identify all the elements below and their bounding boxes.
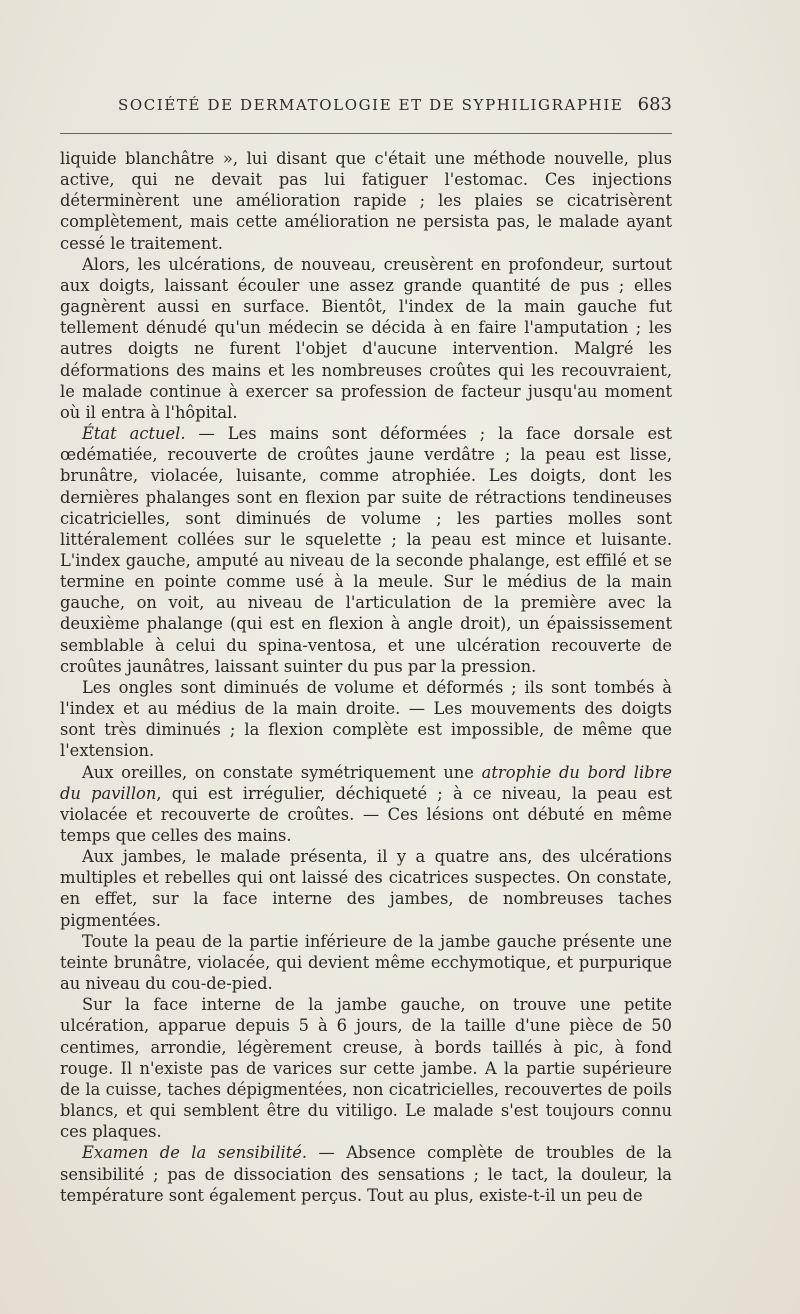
paragraph-text: — Les mains sont déformées ; la face dorsale est œdématiée, recouverte de croûtes jaune verdâtre ; la peau est lisse, brunâtre, violacée, luisante, comme atrophiée. Les doigts, dont les dernières phalanges sont en flexion par suite de rétractions tendineuses cicatricielles, sont diminués de volume ; les parties molles sont littéralement collées sur le squelette ; la peau est mince et luisante. L'index gauche, amputé au niveau de la seconde phalange, est effilé et se termine en pointe comme usé à la meule. Sur le médius de la main gauche, on voit, au niveau de l'articulation de la première avec la deuxième phalange (qui est en flexion à angle droit), un épaississement semblable à celui du spina-ventosa, et une ulcération recouverte de croûtes jaunâtres, laissant suinter du pus par la pression. (60, 424, 672, 676)
paragraph-lead: État actuel. (82, 424, 186, 444)
page-number: 683 (637, 94, 672, 115)
running-title: SOCIÉTÉ DE DERMATOLOGIE ET DE SYPHILIGRAPHIE (118, 96, 624, 114)
paragraph: Toute la peau de la partie inférieure de la jambe gauche présente une teinte brunâtre, violacée, qui devient même ecchymotique, et purpurique au niveau du cou-de-pied. (60, 931, 672, 994)
paragraph: liquide blanchâtre », lui disant que c'était une méthode nouvelle, plus active, qui ne devait pas lui fatiguer l'estomac. Ces injections déterminèrent une amélioration rapide ; les plaies se cicatrisèrent complètement, mais cette amélioration ne persista pas, le malade ayant cessé le traitement. (60, 149, 672, 253)
paragraph (60, 762, 672, 847)
paragraph-text: , qui est irrégulier, déchiqueté ; à ce niveau, la peau est violacée et recouverte de croûtes. — Ces lésions ont débuté en même temps que celles des mains. (60, 783, 672, 845)
paragraph (60, 1142, 672, 1205)
emphasis: atrophie du bord libre du pavillon (60, 762, 672, 803)
paragraph-text: — Absence complète de troubles de la sensibilité ; pas de dissociation des sensations ; le tact, la douleur, la température sont également perçus. Tout au plus, existe-t-il un peu de (60, 1143, 672, 1205)
paragraph (60, 423, 672, 677)
paragraph: Sur la face interne de la jambe gauche, on trouve une petite ulcération, apparue depuis 5 à 6 jours, de la taille d'une pièce de 50 centimes, arrondie, légèrement creuse, à bords taillés à pic, à fond rouge. Il n'existe pas de varices sur cette jambe. A la partie supérieure de la cuisse, taches dépigmentées, non cicatricielles, recouvertes de poils blancs, et qui semblent être du vitiligo. Le malade s'est toujours connu ces plaques. (60, 995, 672, 1142)
paragraph: Les ongles sont diminués de volume et déformés ; ils sont tombés à l'index et au médius de la main droite. — Les mouvements des doigts sont très diminués ; la flexion complète est impossible, de même que l'extension. (60, 677, 672, 761)
paragraph: Alors, les ulcérations, de nouveau, creusèrent en profondeur, surtout aux doigts, laissant écouler une assez grande quantité de pus ; elles gagnèrent aussi en surface. Bientôt, l'index de la main gauche fut tellement dénudé qu'un médecin se décida à en faire l'amputation ; les autres doigts ne furent l'objet d'aucune intervention. Malgré les déformations des mains et les nombreuses croûtes qui les recouvraient, le malade continue à exercer sa profession de facteur jusqu'au moment où il entra à l'hôpital. (60, 254, 672, 422)
paragraph-lead: Examen de la sensibilité. (82, 1143, 308, 1163)
body-text (60, 148, 672, 1206)
paragraph-text: Aux oreilles, on constate symétriquement une (82, 762, 482, 782)
paragraph: Aux jambes, le malade présenta, il y a quatre ans, des ulcérations multiples et rebelles qui ont laissé des cicatrices suspectes. On constate, en effet, sur la face interne des jambes, de nombreuses taches pigmentées. (60, 847, 672, 930)
page-header (60, 96, 672, 124)
header-rule (60, 133, 672, 134)
